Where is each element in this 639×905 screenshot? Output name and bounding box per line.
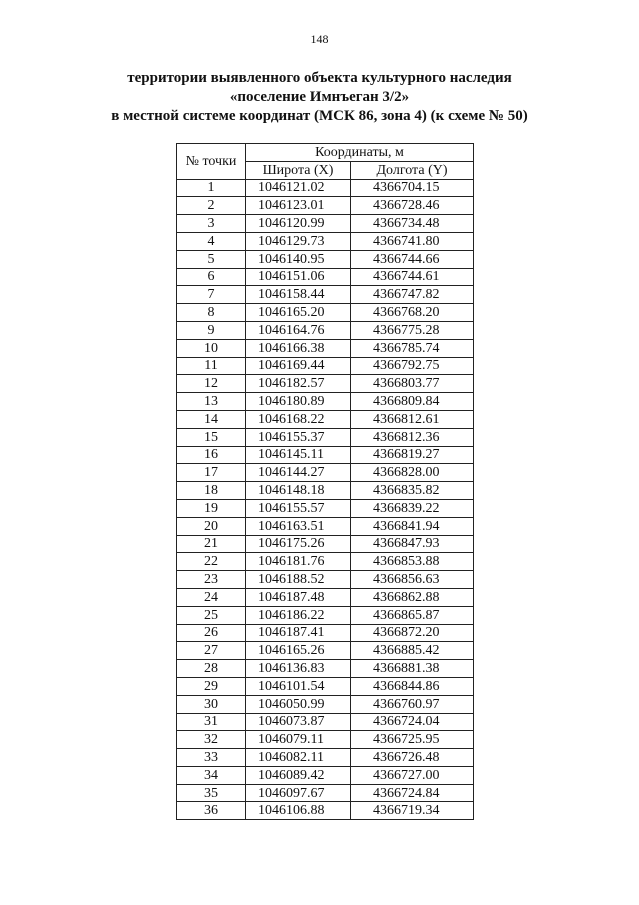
latitude-x-cell: 1046089.42 [246, 766, 351, 784]
longitude-y-cell: 4366841.94 [351, 517, 474, 535]
longitude-y-cell: 4366809.84 [351, 393, 474, 411]
latitude-x-cell: 1046073.87 [246, 713, 351, 731]
table-row [177, 588, 474, 606]
page-number: 148 [310, 32, 329, 46]
heading-line-2: «поселение Имнъеган 3/2» [229, 89, 410, 105]
point-number-cell: 3 [177, 215, 246, 233]
latitude-x-cell: 1046136.83 [246, 660, 351, 678]
table-row [177, 304, 474, 322]
point-number-cell: 23 [177, 571, 246, 589]
table-row [177, 553, 474, 571]
header-coordinates: Координаты, м [246, 144, 474, 162]
table-row [177, 339, 474, 357]
latitude-x-cell: 1046082.11 [246, 749, 351, 767]
table-row [177, 179, 474, 197]
longitude-y-cell: 4366760.97 [351, 695, 474, 713]
latitude-x-cell: 1046120.99 [246, 215, 351, 233]
latitude-x-cell: 1046151.06 [246, 268, 351, 286]
latitude-x-cell: 1046166.38 [246, 339, 351, 357]
latitude-x-cell: 1046168.22 [246, 410, 351, 428]
longitude-y-cell: 4366862.88 [351, 588, 474, 606]
longitude-y-cell: 4366724.84 [351, 784, 474, 802]
latitude-x-cell: 1046187.48 [246, 588, 351, 606]
document-heading [0, 69, 639, 126]
longitude-y-cell: 4366704.15 [351, 179, 474, 197]
point-number-cell: 35 [177, 784, 246, 802]
latitude-x-cell: 1046175.26 [246, 535, 351, 553]
point-number-cell: 9 [177, 321, 246, 339]
point-number-cell: 4 [177, 232, 246, 250]
table-row [177, 250, 474, 268]
longitude-y-cell: 4366747.82 [351, 286, 474, 304]
table-row [177, 215, 474, 233]
point-number-cell: 34 [177, 766, 246, 784]
table-row [177, 606, 474, 624]
point-number-cell: 25 [177, 606, 246, 624]
point-number-cell: 6 [177, 268, 246, 286]
table-row [177, 802, 474, 820]
coordinates-table [176, 143, 474, 820]
point-number-cell: 11 [177, 357, 246, 375]
longitude-y-cell: 4366885.42 [351, 642, 474, 660]
longitude-y-cell: 4366865.87 [351, 606, 474, 624]
point-number-cell: 18 [177, 482, 246, 500]
header-longitude-y: Долгота (Y) [351, 161, 474, 179]
point-number-cell: 36 [177, 802, 246, 820]
latitude-x-cell: 1046169.44 [246, 357, 351, 375]
latitude-x-cell: 1046188.52 [246, 571, 351, 589]
latitude-x-cell: 1046106.88 [246, 802, 351, 820]
longitude-y-cell: 4366734.48 [351, 215, 474, 233]
point-number-cell: 31 [177, 713, 246, 731]
latitude-x-cell: 1046186.22 [246, 606, 351, 624]
table-row [177, 499, 474, 517]
point-number-cell: 1 [177, 179, 246, 197]
latitude-x-cell: 1046140.95 [246, 250, 351, 268]
table-row [177, 321, 474, 339]
table-row [177, 428, 474, 446]
longitude-y-cell: 4366803.77 [351, 375, 474, 393]
table-row [177, 375, 474, 393]
point-number-cell: 12 [177, 375, 246, 393]
longitude-y-cell: 4366828.00 [351, 464, 474, 482]
latitude-x-cell: 1046144.27 [246, 464, 351, 482]
longitude-y-cell: 4366785.74 [351, 339, 474, 357]
point-number-cell: 10 [177, 339, 246, 357]
longitude-y-cell: 4366839.22 [351, 499, 474, 517]
longitude-y-cell: 4366744.66 [351, 250, 474, 268]
latitude-x-cell: 1046101.54 [246, 677, 351, 695]
point-number-cell: 28 [177, 660, 246, 678]
header-latitude-x: Широта (X) [246, 161, 351, 179]
latitude-x-cell: 1046121.02 [246, 179, 351, 197]
point-number-cell: 30 [177, 695, 246, 713]
longitude-y-cell: 4366775.28 [351, 321, 474, 339]
table-row [177, 393, 474, 411]
longitude-y-cell: 4366725.95 [351, 731, 474, 749]
table-row [177, 784, 474, 802]
longitude-y-cell: 4366881.38 [351, 660, 474, 678]
table-header-row [177, 144, 474, 162]
latitude-x-cell: 1046180.89 [246, 393, 351, 411]
latitude-x-cell: 1046155.37 [246, 428, 351, 446]
point-number-cell: 13 [177, 393, 246, 411]
table-row [177, 464, 474, 482]
latitude-x-cell: 1046181.76 [246, 553, 351, 571]
table-row [177, 677, 474, 695]
table-row [177, 660, 474, 678]
point-number-cell: 22 [177, 553, 246, 571]
point-number-cell: 17 [177, 464, 246, 482]
latitude-x-cell: 1046164.76 [246, 321, 351, 339]
point-number-cell: 7 [177, 286, 246, 304]
latitude-x-cell: 1046182.57 [246, 375, 351, 393]
latitude-x-cell: 1046097.67 [246, 784, 351, 802]
latitude-x-cell: 1046050.99 [246, 695, 351, 713]
point-number-cell: 33 [177, 749, 246, 767]
table-row [177, 749, 474, 767]
table-row [177, 642, 474, 660]
point-number-cell: 8 [177, 304, 246, 322]
longitude-y-cell: 4366872.20 [351, 624, 474, 642]
table-row [177, 482, 474, 500]
table-row [177, 410, 474, 428]
point-number-cell: 26 [177, 624, 246, 642]
point-number-cell: 29 [177, 677, 246, 695]
table-row [177, 766, 474, 784]
longitude-y-cell: 4366835.82 [351, 482, 474, 500]
latitude-x-cell: 1046187.41 [246, 624, 351, 642]
point-number-cell: 14 [177, 410, 246, 428]
latitude-x-cell: 1046129.73 [246, 232, 351, 250]
latitude-x-cell: 1046148.18 [246, 482, 351, 500]
point-number-cell: 20 [177, 517, 246, 535]
heading-line-1: территории выявленного объекта культурного наследия [127, 70, 512, 86]
table-row [177, 268, 474, 286]
point-number-cell: 27 [177, 642, 246, 660]
latitude-x-cell: 1046145.11 [246, 446, 351, 464]
latitude-x-cell: 1046165.20 [246, 304, 351, 322]
longitude-y-cell: 4366812.61 [351, 410, 474, 428]
longitude-y-cell: 4366819.27 [351, 446, 474, 464]
latitude-x-cell: 1046123.01 [246, 197, 351, 215]
table-row [177, 695, 474, 713]
longitude-y-cell: 4366847.93 [351, 535, 474, 553]
latitude-x-cell: 1046079.11 [246, 731, 351, 749]
longitude-y-cell: 4366741.80 [351, 232, 474, 250]
longitude-y-cell: 4366719.34 [351, 802, 474, 820]
longitude-y-cell: 4366792.75 [351, 357, 474, 375]
point-number-cell: 16 [177, 446, 246, 464]
table-row [177, 446, 474, 464]
longitude-y-cell: 4366856.63 [351, 571, 474, 589]
header-point-number: № точки [177, 144, 246, 180]
longitude-y-cell: 4366744.61 [351, 268, 474, 286]
point-number-cell: 32 [177, 731, 246, 749]
table-row [177, 286, 474, 304]
latitude-x-cell: 1046163.51 [246, 517, 351, 535]
point-number-cell: 5 [177, 250, 246, 268]
longitude-y-cell: 4366726.48 [351, 749, 474, 767]
point-number-cell: 21 [177, 535, 246, 553]
longitude-y-cell: 4366844.86 [351, 677, 474, 695]
latitude-x-cell: 1046165.26 [246, 642, 351, 660]
longitude-y-cell: 4366853.88 [351, 553, 474, 571]
table-row [177, 357, 474, 375]
table-row [177, 517, 474, 535]
table-row [177, 713, 474, 731]
table-row [177, 624, 474, 642]
point-number-cell: 15 [177, 428, 246, 446]
longitude-y-cell: 4366812.36 [351, 428, 474, 446]
point-number-cell: 24 [177, 588, 246, 606]
longitude-y-cell: 4366768.20 [351, 304, 474, 322]
latitude-x-cell: 1046158.44 [246, 286, 351, 304]
table-row [177, 571, 474, 589]
point-number-cell: 2 [177, 197, 246, 215]
table-row [177, 232, 474, 250]
heading-line-3: в местной системе координат (МСК 86, зона 4) (к схеме № 50) [111, 108, 528, 124]
table-row [177, 197, 474, 215]
longitude-y-cell: 4366727.00 [351, 766, 474, 784]
table-row [177, 731, 474, 749]
table-row [177, 535, 474, 553]
longitude-y-cell: 4366728.46 [351, 197, 474, 215]
latitude-x-cell: 1046155.57 [246, 499, 351, 517]
longitude-y-cell: 4366724.04 [351, 713, 474, 731]
table-body [177, 179, 474, 820]
point-number-cell: 19 [177, 499, 246, 517]
